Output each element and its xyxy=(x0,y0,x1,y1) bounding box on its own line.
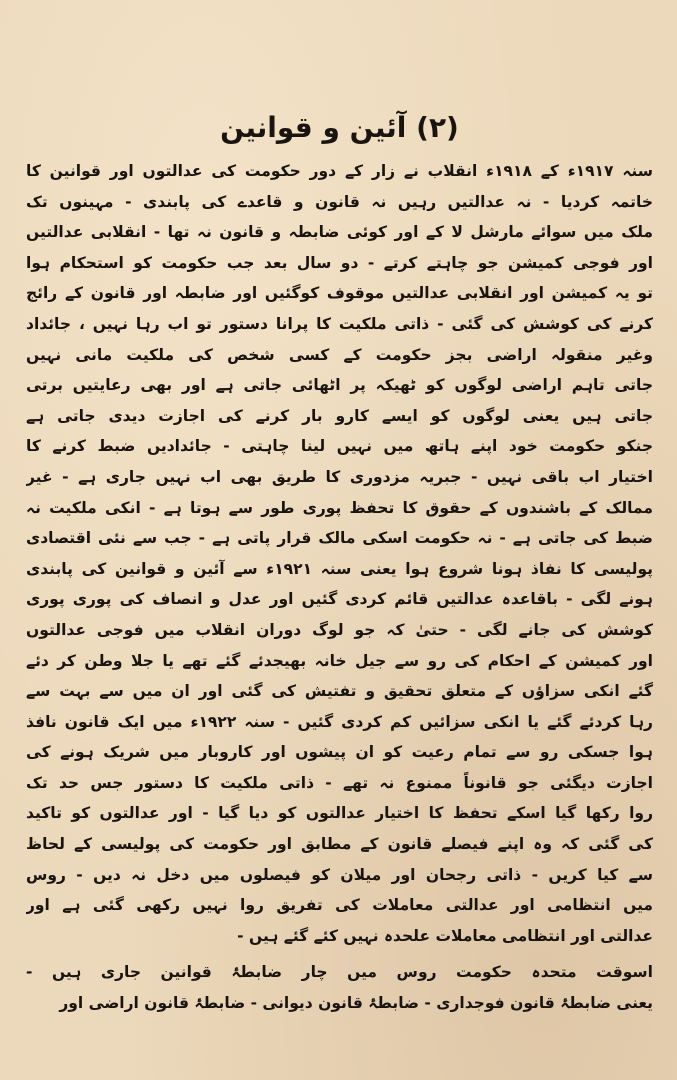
text-line: جاتی ہیں یعنی لوگوں کو ایسے کارو بار کرنے کی اجازت دیدی جاتی ہے xyxy=(26,406,653,425)
text-line: سے کیا کریں - ذاتی رجحان اور میلان کو فیصلوں میں دخل نہ دیں - روس xyxy=(26,865,653,884)
text-line: روا رکھا گیا اسکے تحفظ کا اختیار عدالتوں کو دیا گیا - اور عدالتوں کو تاکید xyxy=(26,804,653,823)
text-line: ممالک کے باشندوں کے حقوق کا تحفظ پوری طور سے ہوتا ہے - انکی ملکیت نہ xyxy=(26,498,653,517)
text-line: سنہ ۱۹۱۷ء کے ۱۹۱۸ء انقلاب نے زار کے دور حکومت کی عدالتوں اور قوانین کا xyxy=(26,162,653,180)
text-line: گئے انکی سزاؤں کے متعلق تحقیق و تفتیش کی گئی اور ان میں سے بہت سے xyxy=(26,682,653,701)
text-line: تو یہ کمیشن اور انقلابی عدالتیں موقوف کوگئیں اور ضابطہ اور قانون کے رائج xyxy=(26,284,653,303)
text-line: اور فوجی کمیشن جو چاہتے کرتے - دو سال بعد جب حکومت کو استحکام ہوا xyxy=(26,253,653,272)
text-line: اختیار اب باقی نہیں - جبریہ مزدوری کا طریق بھی اب نہیں جاری ہے - غیر xyxy=(26,467,653,486)
paragraph xyxy=(26,156,653,951)
text-line: جاتی تاہم اراضی لوگوں کو ٹھیکہ پر اٹھائی جاتی ہے اور بھی رعایتیں برتی xyxy=(26,376,653,395)
text-line: وغیر منقولہ اراضی بجز حکومت کے کسی شخص کی ملکیت مانی نہیں xyxy=(26,345,653,364)
text-line: کی گئی کہ وہ اپنے فیصلے قانون کے مطابق اور حکومت کی پولیسی کے لحاظ xyxy=(26,835,653,854)
text-line: ہوا جسکی رو سے تمام رعیت کو ان پیشوں اور کاروبار میں شریک ہونے کی xyxy=(26,743,653,762)
body-text xyxy=(26,156,653,1019)
text-line: ملک میں سوائے مارشل لا کے اور کوئی ضابطہ و قانون نہ تھا - انقلابی عدالتیں xyxy=(26,223,653,242)
paragraph xyxy=(26,957,653,1018)
text-line: میں انتظامی اور عدالتی معاملات کی تفریق روا نہیں رکھی گئی ہے اور xyxy=(26,896,653,915)
text-line: یعنی ضابطۂ قانون فوجداری - ضابطۂ قانون دیوانی - ضابطۂ قانون اراضی اور xyxy=(59,994,653,1013)
text-line: کرنے کی کوشش کی گئی - ذاتی ملکیت کا پرانا دستور تو اب رہا نہیں ، جائداد xyxy=(26,314,653,333)
text-line: رہا کردئے گئے یا انکی سزائیں کم کردی گئیں - سنہ ۱۹۲۲ء میں ایک قانون نافذ xyxy=(26,712,653,731)
text-line: عدالتی اور انتظامی معاملات علحدہ نہیں کئے گئے ہیں - xyxy=(237,926,653,945)
text-line: ہونے لگی - باقاعدہ عدالتیں قائم کردی گئیں اور عدل و انصاف کی پوری پوری xyxy=(26,590,653,609)
chapter-heading: (۲) آئین و قوانین xyxy=(220,111,459,144)
text-line: ضبط کی جاتی ہے - نہ حکومت اسکی مالک قرار پاتی ہے - جب سے نئی اقتصادی xyxy=(26,529,653,548)
text-line: اجازت دیگئی جو قانوناً ممنوع نہ تھے - ذاتی ملکیت کا دستور جس حد تک xyxy=(26,773,653,792)
text-line: پولیسی کا نفاذ ہونا شروع ہوا یعنی سنہ ۱۹۲۱ء سے آئین و قوانین کی پابندی xyxy=(26,559,653,578)
text-line: اسوقت متحدہ حکومت روس میں چار ضابطۂ قوانین جاری ہیں - xyxy=(26,963,653,982)
text-line: اور کمیشن کے احکام کی رو سے جیل خانہ بھیجدئے گئے تھے یا جلا وطن کر دئے xyxy=(26,651,653,670)
text-line: کوشش کی جانے لگی - حتیٰ کہ جو لوگ دوران انقلاب میں فوجی عدالتوں xyxy=(26,620,653,639)
text-line: خاتمہ کردیا - نہ عدالتیں رہیں نہ قانون و قاعدے کی پابندی - مہینوں تک xyxy=(26,192,653,211)
text-line: جنکو حکومت خود اپنے ہاتھ میں نہیں لینا چاہتی - جائدادیں ضبط کرنے کا xyxy=(26,437,653,456)
